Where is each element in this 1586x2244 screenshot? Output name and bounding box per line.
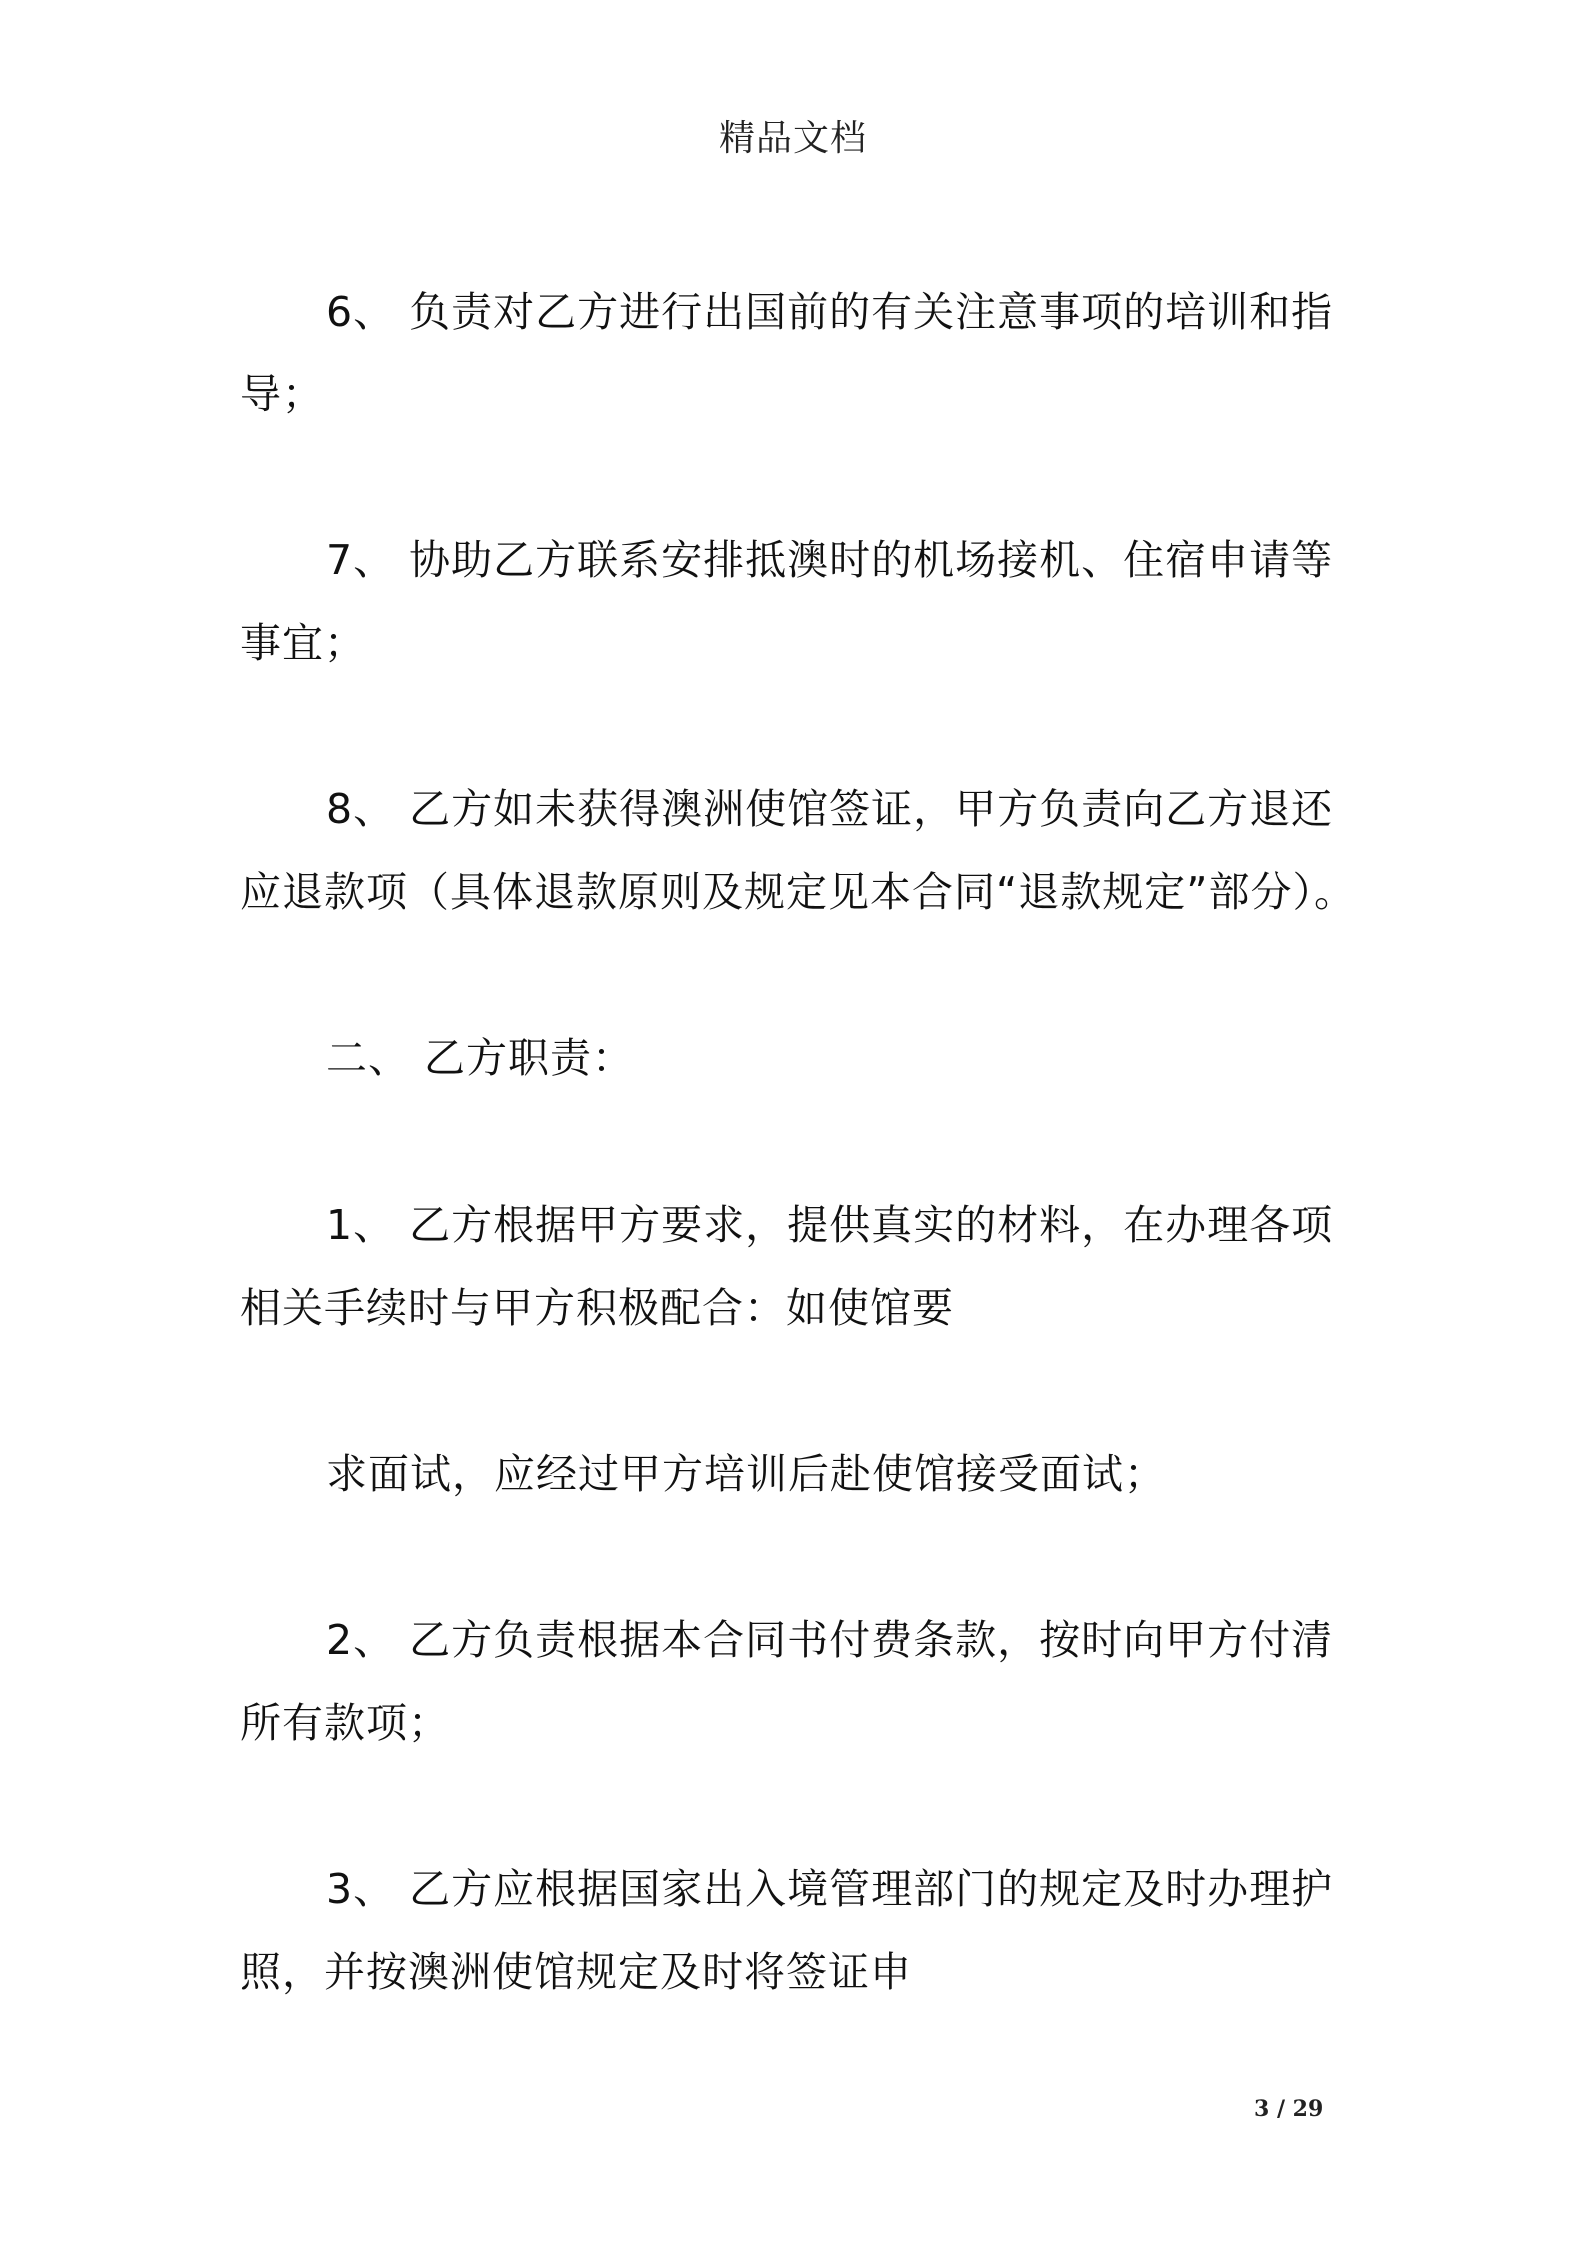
paragraph-6-line-2: 导； <box>240 370 324 418</box>
page-header: 精品文档 <box>718 118 867 159</box>
page-number: 3 / 29 <box>1254 2096 1324 2122</box>
paragraph-6-line-1: 6、 负责对乙方进行出国前的有关注意事项的培训和指 <box>326 288 1334 336</box>
duty-1-continuation: 求面试，应经过甲方培训后赴使馆接受面试； <box>326 1450 1166 1498</box>
duty-3-line-2: 照，并按澳洲使馆规定及时将签证申 <box>240 1948 912 1996</box>
paragraph-7-line-2: 事宜； <box>240 619 366 667</box>
duty-1-line-1: 1、 乙方根据甲方要求，提供真实的材料，在办理各项 <box>326 1201 1334 1249</box>
duty-2-line-2: 所有款项； <box>240 1699 450 1747</box>
duty-2-line-1: 2、 乙方负责根据本合同书付费条款，按时向甲方付清 <box>326 1616 1334 1664</box>
paragraph-8-line-1: 8、 乙方如未获得澳洲使馆签证，甲方负责向乙方退还 <box>326 785 1334 833</box>
paragraph-7-line-1: 7、 协助乙方联系安排抵澳时的机场接机、住宿申请等 <box>326 536 1334 584</box>
duty-1-line-2: 相关手续时与甲方积极配合：如使馆要 <box>240 1284 954 1332</box>
section-heading-party-b: 二、 乙方职责： <box>326 1034 635 1082</box>
paragraph-8-line-2: 应退款项（具体退款原则及规定见本合同“退款规定”部分）。 <box>240 868 1356 916</box>
duty-3-line-1: 3、 乙方应根据国家出入境管理部门的规定及时办理护 <box>326 1865 1334 1913</box>
